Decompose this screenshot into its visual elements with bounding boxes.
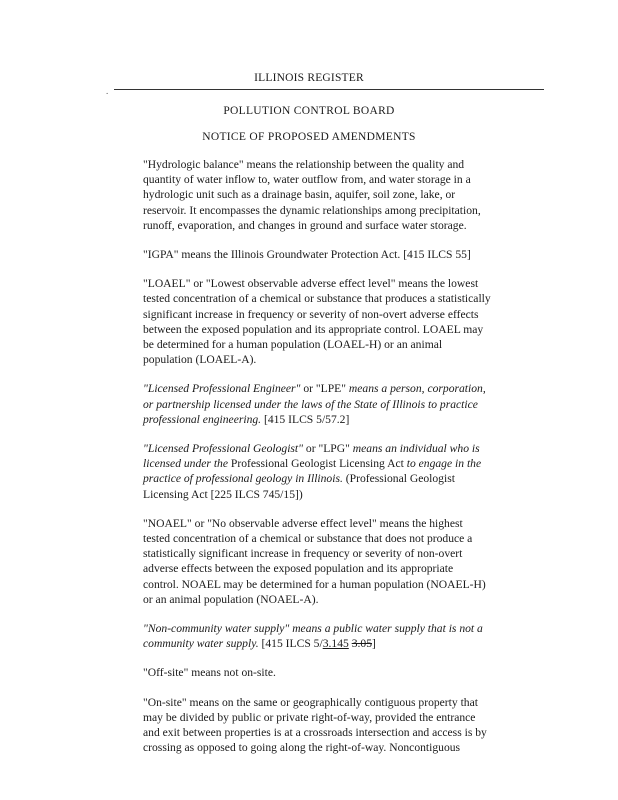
text-line [143,441,508,456]
text-run: tested concentration of a chemical or substance that does not produce a [143,532,473,546]
text-run: means an individual who is [352,442,480,456]
text-line [143,531,508,546]
text-run: be determined for a human population (LOAEL-H) or an animal [143,338,443,352]
text-run: [415 ILCS 5/57.2] [261,412,350,426]
text-line [143,307,508,322]
text-run: reservoir. It encompasses the dynamic relationships among precipitation, [143,203,481,217]
definition-paragraph [143,665,508,680]
definition-paragraph [143,247,508,262]
text-line [143,577,508,592]
definition-paragraph [143,516,508,607]
text-run: or "LPE" [300,382,349,396]
text-line [143,725,508,740]
text-line [143,412,508,427]
text-run: "NOAEL" or "No observable adverse effect level" means the highest [143,516,463,530]
text-line [143,740,508,755]
text-line [143,487,508,502]
text-line [143,471,508,486]
text-line [143,592,508,607]
text-run: 3.05 [351,637,372,651]
text-run: (Professional Geologist [342,472,455,486]
text-run: means a public water supply that is not a [292,622,483,636]
definition-paragraph [143,695,508,756]
text-line [143,187,508,202]
text-run: 3.145 [322,637,349,651]
text-line [143,695,508,710]
text-run: crossing as opposed to going along the right-of-way. Noncontiguous [143,741,461,755]
text-line [143,456,508,471]
text-run: licensed under the [143,457,231,471]
header-rule [114,89,544,90]
text-run: professional engineering. [143,412,262,426]
text-run: statistically significant increase in frequency or severity of non-overt [143,547,463,561]
register-title: ILLINOIS REGISTER [254,72,364,84]
text-line [143,665,508,680]
text-line [143,561,508,576]
notice-title: NOTICE OF PROPOSED AMENDMENTS [202,131,416,143]
text-line [143,710,508,725]
text-run: or an animal population (NOAEL-A). [143,592,319,606]
definition-paragraph [143,276,508,367]
text-run: "Non-community water supply" [143,622,290,636]
text-run: "Licensed Professional Geologist" [143,442,304,456]
text-line [143,218,508,233]
text-run: means a person, corporation, [348,382,486,396]
text-run: may be divided by public or private right-of-way, provided the entrance [143,710,476,724]
text-run: tested concentration of a chemical or substance that produces a statistically [143,292,491,306]
text-line [143,397,508,412]
text-run: community water supply. [143,637,259,651]
text-line [143,322,508,337]
text-run: and exit between properties is at a crossroads intersection and access is by [143,726,487,740]
text-run: Licensing Act [225 ILCS 745/15]) [143,487,303,501]
text-line [143,516,508,531]
text-run: between the exposed population and its appropriate control. LOAEL may [143,322,484,336]
definition-paragraph [143,157,508,233]
text-run: "On-site" means on the same or geographically contiguous property that [143,695,478,709]
text-run: adverse effects between the exposed population and its appropriate [143,562,454,576]
text-run: quantity of water inflow to, water outflow from, and water storage in a [143,173,471,187]
text-line [143,337,508,352]
text-line [143,621,508,636]
text-run: "Off-site" means not on-site. [143,666,276,680]
text-run: or partnership licensed under the laws of the State of Illinois to practice [143,397,478,411]
text-run: to engage in the [406,457,482,471]
text-run: significant increase in frequency or severity of non-overt adverse effects [143,307,479,321]
text-line [143,203,508,218]
board-title: POLLUTION CONTROL BOARD [223,105,395,117]
text-line [143,352,508,367]
text-line [143,157,508,172]
text-run: "LOAEL" or "Lowest observable adverse effect level" means the lowest [143,277,479,291]
text-line [143,546,508,561]
text-run: ] [372,637,376,651]
text-run: population (LOAEL-A). [143,353,257,367]
text-run: "Hydrologic balance" means the relationship between the quality and [143,158,465,171]
definition-paragraph [143,621,508,651]
text-run: [415 ILCS 5/ [258,637,323,651]
text-run: runoff, evaporation, and changes in ground and surface water storage. [143,218,467,232]
text-run: or "LPG" [303,442,353,456]
document-body [143,157,508,770]
header-rule-mark: . [106,86,109,96]
text-line [143,172,508,187]
text-run: "Licensed Professional Engineer" [143,382,301,396]
text-run: control. NOAEL may be determined for a human population (NOAEL-H) [143,577,486,591]
definition-paragraph [143,381,508,427]
definition-paragraph [143,441,508,502]
text-run: "IGPA" means the Illinois Groundwater Protection Act. [415 ILCS 55] [143,248,471,262]
text-line [143,291,508,306]
text-line [143,636,508,651]
text-line [143,276,508,291]
text-line [143,247,508,262]
text-line [143,381,508,396]
text-run: Professional Geologist Licensing Act [230,457,407,471]
text-run: practice of professional geology in Illinois. [143,472,343,486]
text-run: hydrologic unit such as a drainage basin, aquifer, soil zone, lake, or [143,188,456,202]
